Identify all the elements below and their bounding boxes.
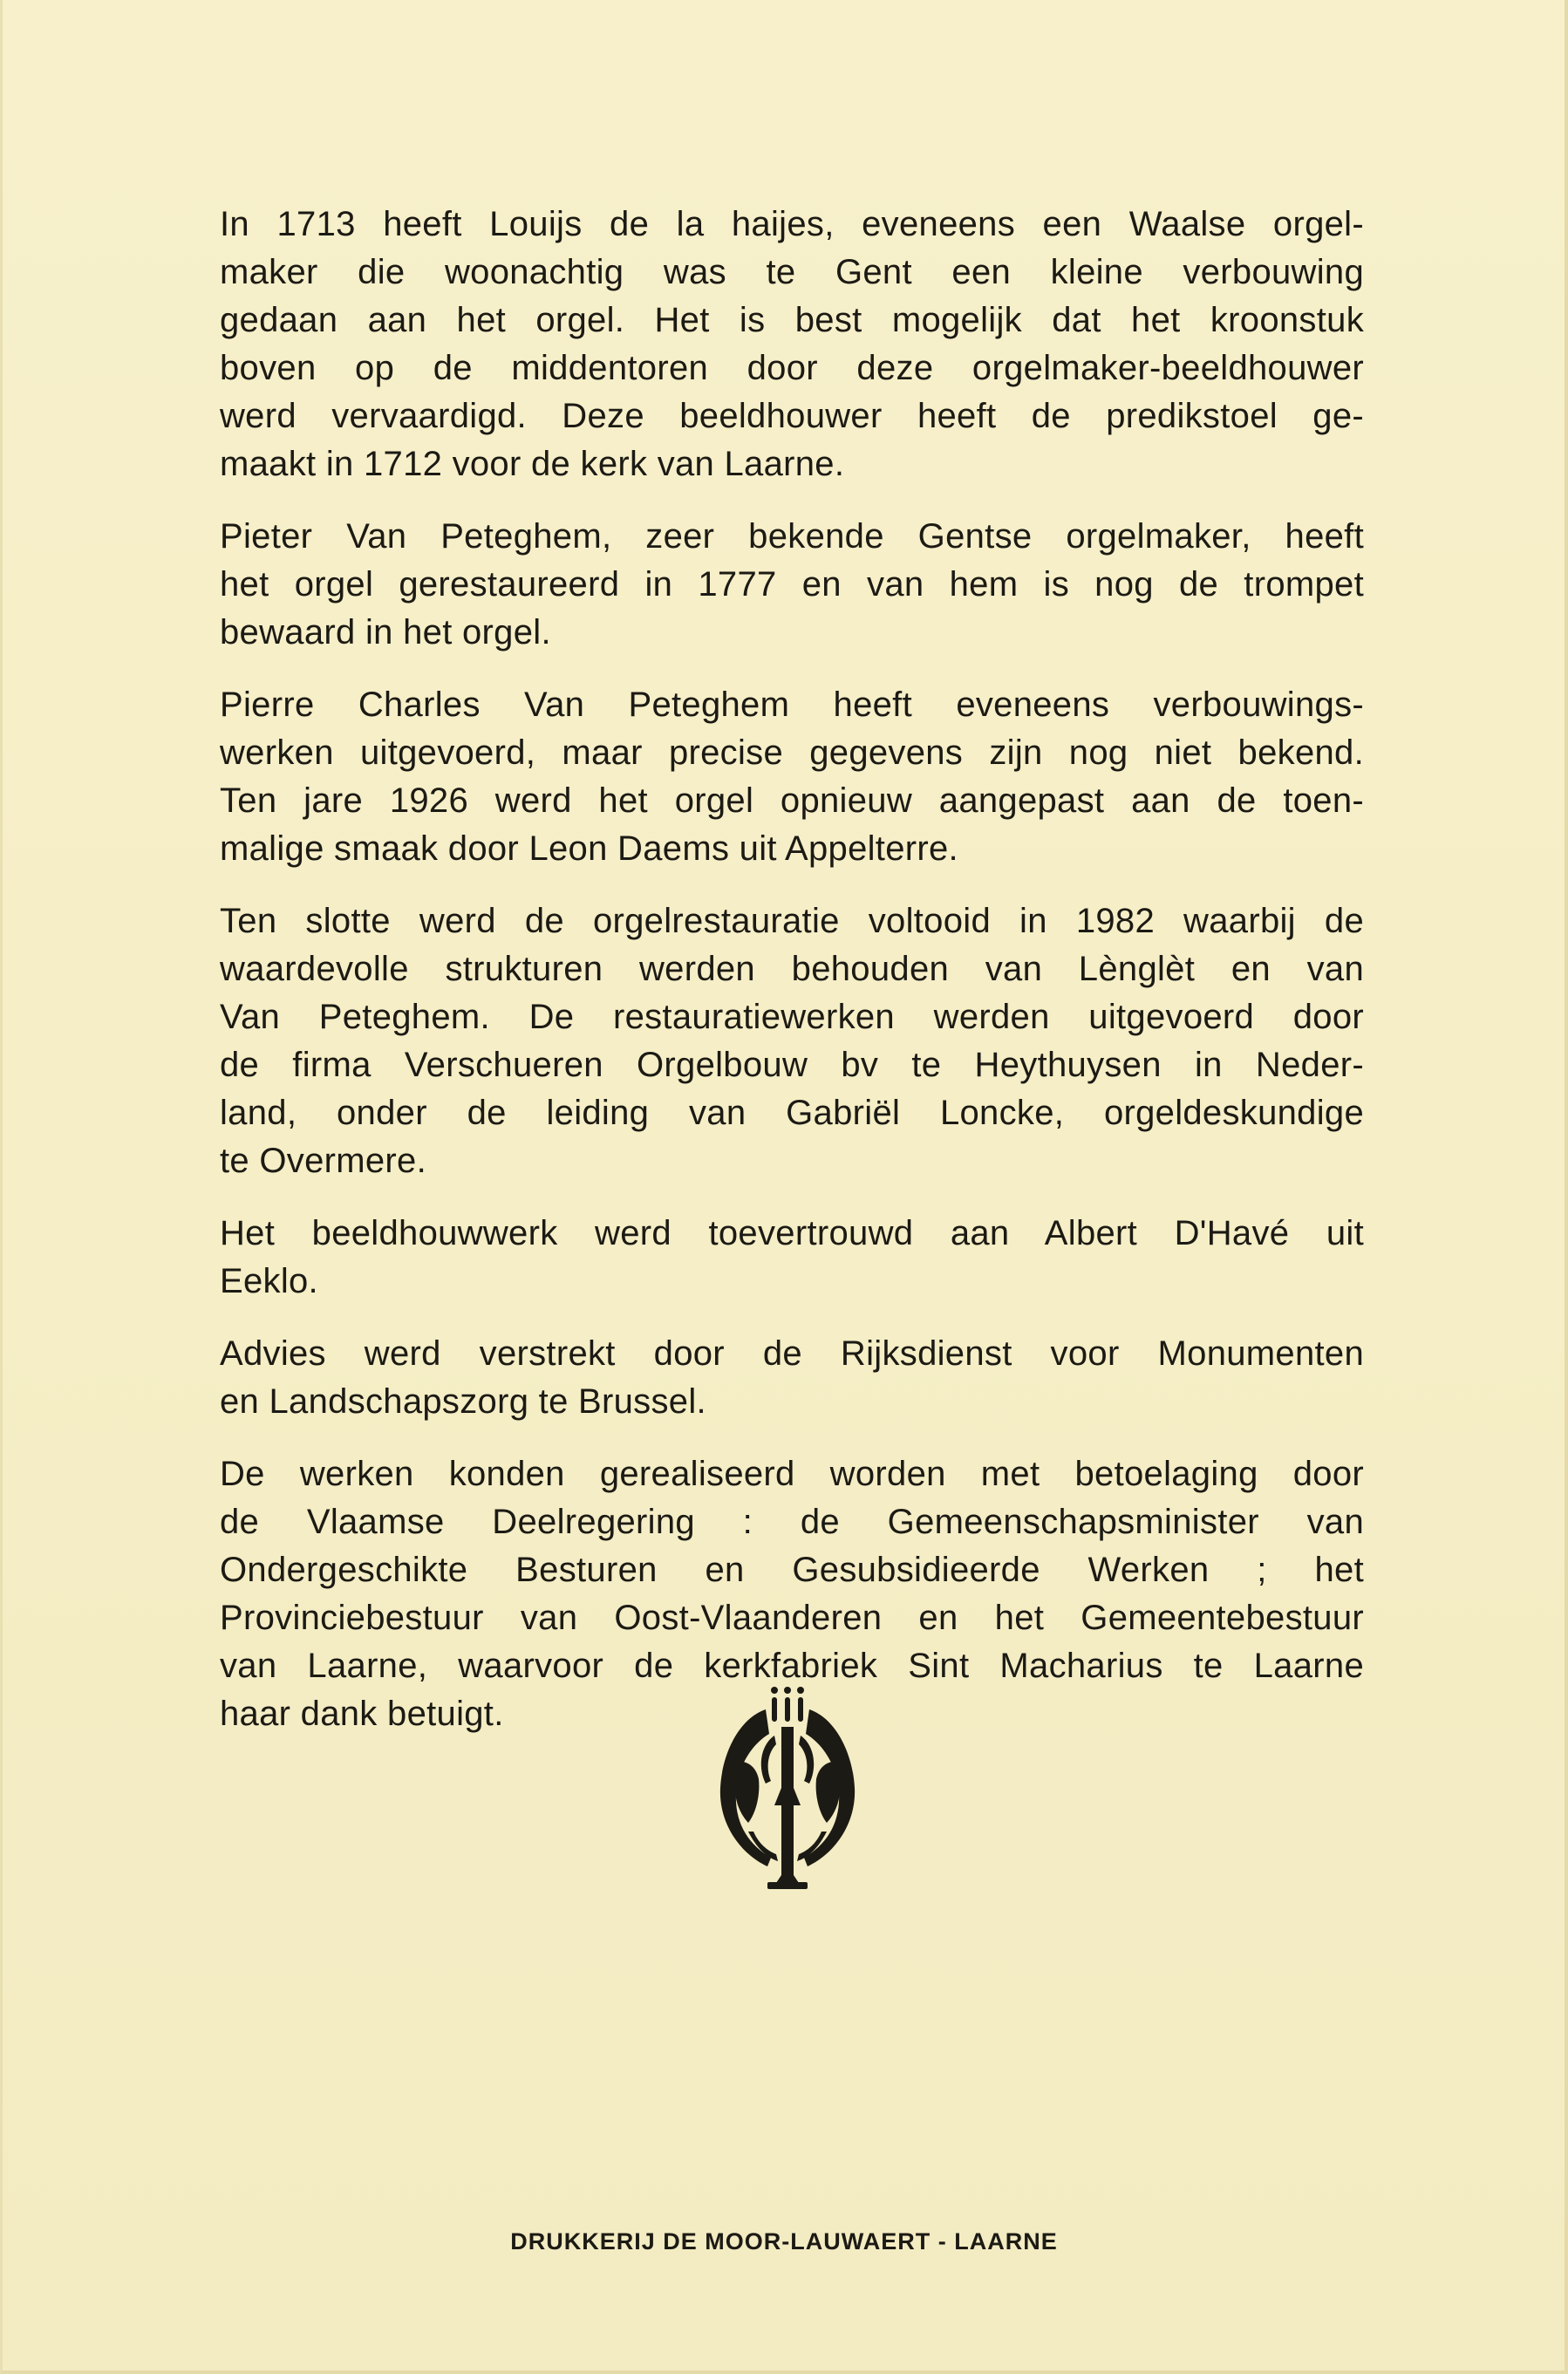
text-line: Van Peteghem. De restauratiewerken werden uitgevoerd door: [220, 998, 1364, 1036]
text-line: Ten slotte werd de orgelrestauratie voltooid in 1982 waarbij de: [220, 902, 1364, 940]
text-line: Eeklo.: [220, 1262, 318, 1300]
text-line: haar dank betuigt.: [220, 1695, 504, 1733]
text-line: van Laarne, waarvoor de kerkfabriek Sint Macharius te Laarne: [220, 1647, 1364, 1685]
text-line: De werken konden gerealiseerd worden met betoelaging door: [220, 1455, 1364, 1493]
text-line: Pieter Van Peteghem, zeer bekende Gentse orgelmaker, heeft: [220, 517, 1364, 556]
text-line: malige smaak door Leon Daems uit Appelterre.: [220, 829, 958, 868]
text-line: en Landschapszorg te Brussel.: [220, 1382, 706, 1421]
paragraph-1: [220, 201, 1364, 488]
paragraph-3: [220, 681, 1364, 873]
text-line: Pierre Charles Van Peteghem heeft eveneens verbouwings-: [220, 686, 1364, 724]
printer-imprint: DRUKKERIJ DE MOOR-LAUWAERT - LAARNE: [510, 2228, 1058, 2255]
text-line: werd vervaardigd. Deze beeldhouwer heeft de predikstoel ge-: [220, 397, 1364, 435]
text-line: werken uitgevoerd, maar precise gegevens zijn nog niet bekend.: [220, 733, 1364, 772]
text-line: Het beeldhouwwerk werd toevertrouwd aan Albert D'Havé uit: [220, 1214, 1364, 1252]
text-line: waardevolle strukturen werden behouden van Lènglèt en van: [220, 950, 1364, 988]
text-line: boven op de middentoren door deze orgelmaker-beeldhouwer: [220, 349, 1364, 387]
text-line: Provinciebestuur van Oost-Vlaanderen en het Gemeentebestuur: [220, 1599, 1364, 1637]
text-line: gedaan aan het orgel. Het is best mogelijk dat het kroonstuk: [220, 301, 1364, 339]
text-line: de firma Verschueren Orgelbouw bv te Heythuysen in Neder-: [220, 1046, 1364, 1084]
text-line: In 1713 heeft Louijs de la haijes, eveneens een Waalse orgel-: [220, 205, 1364, 243]
body-text: [220, 201, 1364, 1763]
paragraph-6: [220, 1330, 1364, 1426]
text-line: bewaard in het orgel.: [220, 613, 551, 651]
text-line: land, onder de leiding van Gabriël Loncke, orgeldeskundige: [220, 1094, 1364, 1132]
text-line: te Overmere.: [220, 1142, 426, 1180]
text-line: maker die woonachtig was te Gent een kleine verbouwing: [220, 253, 1364, 291]
paragraph-2: [220, 513, 1364, 657]
text-line: Advies werd verstrekt door de Rijksdienst voor Monumenten: [220, 1334, 1364, 1373]
text-line: maakt in 1712 voor de kerk van Laarne.: [220, 445, 845, 483]
printer-emblem-icon: [713, 1683, 862, 1893]
paragraph-4: [220, 897, 1364, 1185]
text-line: Ondergeschikte Besturen en Gesubsidieerde Werken ; het: [220, 1551, 1364, 1589]
text-line: Ten jare 1926 werd het orgel opnieuw aangepast aan de toen-: [220, 781, 1364, 820]
paragraph-5: [220, 1210, 1364, 1306]
text-line: de Vlaamse Deelregering : de Gemeenschapsminister van: [220, 1503, 1364, 1541]
text-line: het orgel gerestaureerd in 1777 en van hem is nog de trompet: [220, 565, 1364, 604]
